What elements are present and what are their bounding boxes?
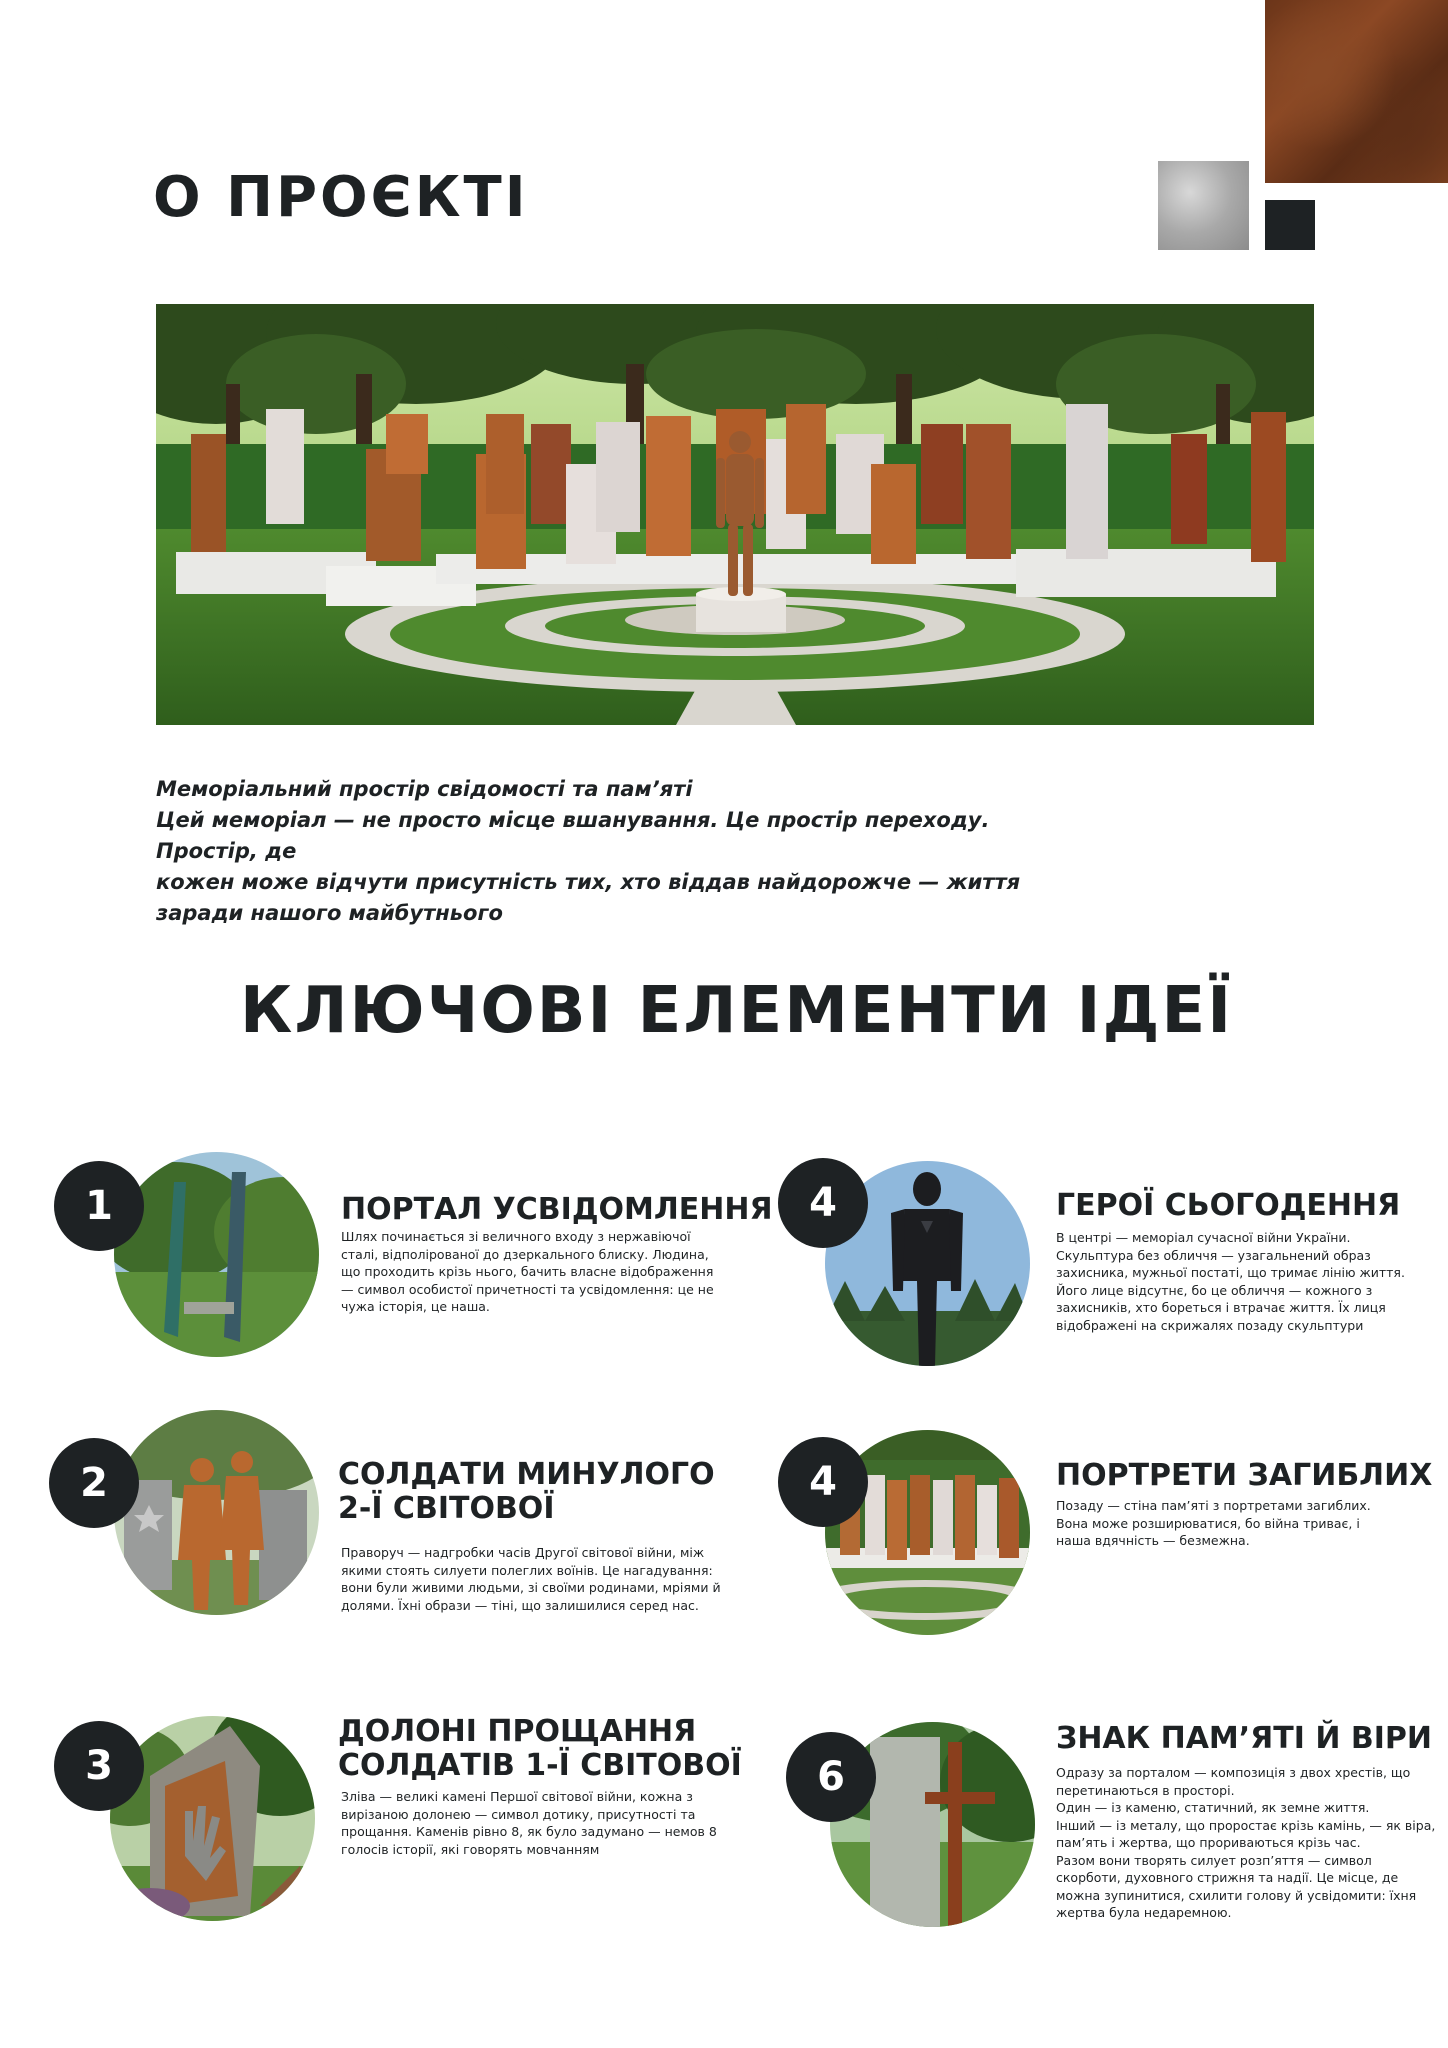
portal-image — [114, 1152, 319, 1357]
feature-text-line: В центрі — меморіал сучасної війни України. — [1056, 1230, 1351, 1245]
feature-text-line: наша вдячність — безмежна. — [1056, 1533, 1250, 1548]
feature-text-line: Зліва — великі камені Першої світової війни, кожна з — [341, 1789, 693, 1804]
feature-description — [341, 1788, 741, 1858]
feature-title — [1056, 1459, 1432, 1493]
feature-number-badge: 1 — [54, 1161, 144, 1251]
section-heading: КЛЮЧОВІ ЕЛЕМЕНТИ ІДЕЇ — [240, 974, 1233, 1048]
feature-text-line: що проходить крізь нього, бачить власне відображення — [341, 1264, 714, 1279]
feature-text-line: долями. Їхні образи — тіні, що залишилися серед нас. — [341, 1597, 699, 1613]
feature-title — [341, 1193, 773, 1227]
feature-text-line: Праворуч — надгробки часів Другої світової війни, між — [341, 1545, 705, 1560]
feature-number-badge: 2 — [49, 1438, 139, 1528]
intro-paragraph — [156, 774, 1086, 929]
feature-text-line: чужа історія, це наша. — [341, 1299, 490, 1314]
feature-text-line: Разом вони творять силует розп’яття — символ — [1056, 1852, 1372, 1868]
feature-description — [1056, 1497, 1436, 1550]
feature-description — [1056, 1764, 1446, 1922]
feature-title-line: 2-Ї СВІТОВОЇ — [338, 1491, 555, 1526]
feature-text-line: пам’ять і жертва, що прориваються крізь час. — [1056, 1835, 1361, 1850]
feature-text-line: сталі, відполірованої до дзеркального блиску. Людина, — [341, 1246, 709, 1262]
feature-number-badge: 4 — [778, 1437, 868, 1527]
feature-text-line: якими стоять силуети полеглих воїнів. Це нагадування: — [341, 1562, 713, 1578]
feature-text-line: голосів історії, які говорять мовчанням — [341, 1841, 600, 1857]
feature-text-line: Вона може розширюватися, бо війна триває, і — [1056, 1515, 1360, 1531]
feature-description — [341, 1228, 741, 1316]
feature-text-line: Його лице відсутнє, бо це обличчя — кожного з — [1056, 1282, 1373, 1298]
feature-title-line: СОЛДАТИ МИНУЛОГО — [338, 1457, 715, 1492]
feature-text-line: Один — із каменю, статичний, як земне життя. — [1056, 1800, 1370, 1815]
feature-text-line: вони були живими людьми, зі своїми родинами, мріями й — [341, 1580, 721, 1595]
feature-title — [338, 1715, 742, 1783]
feature-description — [341, 1544, 741, 1614]
intro-line: Меморіальний простір свідомості та пам’яті — [156, 777, 693, 801]
corten-swatch — [1265, 0, 1448, 183]
feature-text-line: відображені на скрижалях позаду скульптури — [1056, 1317, 1364, 1333]
intro-line: заради нашого майбутнього — [156, 901, 503, 925]
feature-title — [338, 1458, 715, 1526]
feature-text-line: можна зупинитися, схилити голову й усвідомити: їхня — [1056, 1887, 1417, 1903]
hero-memorial-image — [156, 304, 1314, 725]
soldiers-ww2-image — [114, 1410, 319, 1615]
feature-text-line: Позаду — стіна пам’яті з портретами загиблих. — [1056, 1498, 1371, 1513]
feature-text-line: Одразу за порталом — композиція з двох хрестів, що — [1056, 1765, 1411, 1780]
feature-text-line: скорботи, духовного стрижня та надії. Це місце, де — [1056, 1870, 1399, 1885]
feature-number-badge: 4 — [778, 1158, 868, 1248]
feature-title-line: СОЛДАТІВ 1-Ї СВІТОВОЇ — [338, 1748, 742, 1783]
feature-title-line: ГЕРОЇ СЬОГОДЕННЯ — [1056, 1188, 1401, 1223]
page-title: О ПРОЄКТІ — [153, 165, 529, 230]
feature-number-badge: 3 — [54, 1721, 144, 1811]
intro-line: Цей меморіал — не просто місце вшанування. Це простір переходу. Простір, де — [156, 808, 990, 863]
feature-text-line: Скульптура без обличчя — узагальнений образ — [1056, 1247, 1371, 1263]
feature-description — [1056, 1229, 1436, 1334]
feature-text-line: Шлях починається зі величного входу з нержавіючої — [341, 1229, 691, 1244]
feature-title — [1056, 1189, 1400, 1223]
intro-line: кожен може відчути присутність тих, хто віддав найдорожче — життя — [156, 870, 1021, 894]
feature-text-line: захисника, мужньої постаті, що тримає лінію життя. — [1056, 1265, 1405, 1280]
feature-title-line: ПОРТАЛ УСВІДОМЛЕННЯ — [341, 1192, 773, 1227]
feature-text-line: захисників, хто бореться і втрачає життя. Їх лиця — [1056, 1300, 1386, 1315]
feature-text-line: прощання. Каменів рівно 8, як було задумано — немов 8 — [341, 1824, 717, 1839]
feature-text-line: Інший — із металу, що проростає крізь камінь, — як віра, — [1056, 1817, 1436, 1833]
palms-ww1-image — [110, 1716, 315, 1921]
feature-text-line: вирізаною долонею — символ дотику, присутності та — [341, 1806, 696, 1822]
feature-number-badge: 6 — [786, 1732, 876, 1822]
steel-swatch — [1158, 161, 1249, 250]
dark-swatch — [1265, 200, 1315, 250]
feature-title — [1056, 1722, 1432, 1756]
feature-title-line: ДОЛОНІ ПРОЩАННЯ — [338, 1714, 697, 1749]
feature-text-line: перетинаються в просторі. — [1056, 1782, 1235, 1798]
feature-title-line: ЗНАК ПАМ’ЯТІ Й ВІРИ — [1056, 1721, 1433, 1756]
feature-text-line: жертва була недаремною. — [1056, 1905, 1232, 1920]
feature-title-line: ПОРТРЕТИ ЗАГИБЛИХ — [1056, 1458, 1433, 1493]
feature-text-line: — символ особистої причетності та усвідомлення: це не — [341, 1281, 714, 1297]
